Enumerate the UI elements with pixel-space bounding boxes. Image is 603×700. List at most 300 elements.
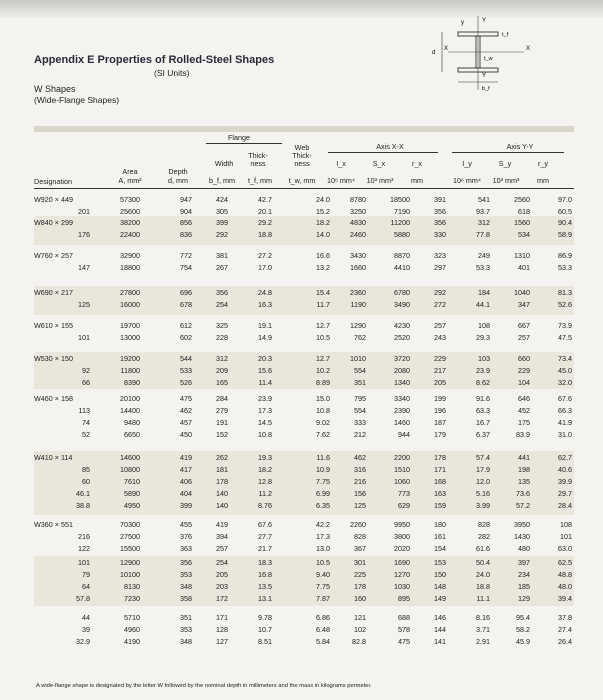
- cell-iy: [454, 287, 490, 311]
- value: 17.0: [258, 263, 272, 272]
- value: 394: [216, 532, 228, 541]
- value: 441: [518, 453, 530, 462]
- cell-rx: [414, 217, 446, 241]
- value: 828: [478, 520, 490, 529]
- width-header: Width: [214, 159, 234, 168]
- cell-width: [198, 217, 228, 241]
- value: 9.40: [316, 570, 330, 579]
- cell-sx: [370, 320, 410, 344]
- value: 62.7: [558, 453, 572, 462]
- value: 618: [518, 207, 530, 216]
- value: 8870: [394, 251, 410, 260]
- value: 348: [180, 582, 192, 591]
- value: 57.8: [76, 594, 90, 603]
- value: 404: [180, 489, 192, 498]
- value: 3950: [514, 520, 530, 529]
- value: 312: [478, 218, 490, 227]
- value: 28.4: [558, 501, 572, 510]
- cell-rx: [414, 287, 446, 311]
- value: 24.0: [316, 195, 330, 204]
- cell-iy: [454, 452, 490, 512]
- value: 3.71: [476, 625, 490, 634]
- value: 168: [434, 477, 446, 486]
- value: 22400: [120, 230, 140, 239]
- value: 45.9: [516, 637, 530, 646]
- units-label: (SI Units): [154, 68, 190, 78]
- value: W760 × 257: [34, 251, 73, 260]
- value: 391: [434, 195, 446, 204]
- value: 480: [518, 544, 530, 553]
- value: 38.8: [76, 501, 90, 510]
- rx-header: r_x: [412, 159, 422, 168]
- value: 140: [216, 489, 228, 498]
- value: 27.4: [558, 625, 572, 634]
- value: 16.7: [476, 418, 490, 427]
- value: 249: [478, 251, 490, 260]
- value: 284: [216, 394, 228, 403]
- value: 462: [354, 453, 366, 462]
- value: 19.3: [258, 453, 272, 462]
- cell-sy: [494, 194, 530, 218]
- cell-depth: [156, 452, 192, 512]
- value: 41.9: [558, 418, 572, 427]
- value: 4410: [394, 263, 410, 272]
- cell-rx: [414, 452, 446, 512]
- svg-text:X: X: [444, 46, 449, 52]
- cell-ry: [538, 194, 572, 218]
- cell-tf: [234, 287, 272, 311]
- value: 24.0: [476, 570, 490, 579]
- value: 203: [216, 582, 228, 591]
- ix-header: I_x: [336, 159, 346, 168]
- cell-sy: [494, 393, 530, 441]
- value: 70300: [120, 520, 140, 529]
- value: 3250: [350, 207, 366, 216]
- value: 37.8: [558, 613, 572, 622]
- cell-ix: [324, 557, 366, 605]
- cell-desig: [34, 353, 90, 389]
- value: 53.3: [558, 263, 572, 272]
- value: 156: [354, 489, 366, 498]
- value: 185: [518, 582, 530, 591]
- value: 475: [180, 394, 192, 403]
- value: W460 × 158: [34, 394, 73, 403]
- value: 85: [82, 465, 90, 474]
- value: 10.2: [316, 366, 330, 375]
- value: 74: [82, 418, 90, 427]
- value: 1340: [394, 378, 410, 387]
- value: 301: [354, 558, 366, 567]
- value: 1030: [394, 582, 410, 591]
- value: 73.6: [516, 489, 530, 498]
- value: 254: [216, 300, 228, 309]
- cell-width: [198, 194, 228, 218]
- value: 181: [216, 465, 228, 474]
- svg-text:y: y: [461, 20, 464, 26]
- value: 11.4: [258, 378, 272, 387]
- value: 3490: [394, 300, 410, 309]
- value: 1290: [350, 321, 366, 330]
- value: 11200: [390, 218, 410, 227]
- value: 9.78: [258, 613, 272, 622]
- value: 424: [216, 195, 228, 204]
- value: 18.2: [316, 218, 330, 227]
- value: 67.6: [258, 520, 272, 529]
- value: 541: [478, 195, 490, 204]
- value: 7.87: [316, 594, 330, 603]
- value: 216: [354, 477, 366, 486]
- cell-depth: [156, 194, 192, 218]
- cell-ry: [538, 250, 572, 274]
- cell-rx: [414, 320, 446, 344]
- cell-sy: [494, 287, 530, 311]
- svg-text:Y: Y: [482, 18, 487, 24]
- value: 4230: [394, 321, 410, 330]
- area-header: Area: [122, 167, 138, 176]
- value: 8.51: [258, 637, 272, 646]
- value: 18800: [120, 263, 140, 272]
- table-row: [34, 193, 574, 218]
- cell-rx: [414, 194, 446, 218]
- value: 48.0: [558, 582, 572, 591]
- value: 66.3: [558, 406, 572, 415]
- cell-sx: [370, 519, 410, 555]
- table-row: [34, 451, 574, 515]
- value: 79: [82, 570, 90, 579]
- value: 419: [180, 453, 192, 462]
- cell-desig: [34, 612, 90, 648]
- value: 254: [216, 558, 228, 567]
- value: 457: [180, 418, 192, 427]
- value: 292: [434, 288, 446, 297]
- value: 2520: [394, 333, 410, 342]
- value: 762: [354, 333, 366, 342]
- value: 5.16: [476, 489, 490, 498]
- value: 52.6: [558, 300, 572, 309]
- value: 1660: [350, 263, 366, 272]
- table-row: [34, 249, 574, 278]
- value: 602: [180, 333, 192, 342]
- value: 20100: [120, 394, 140, 403]
- value: 199: [434, 394, 446, 403]
- cell-width: [198, 353, 228, 389]
- section-subtitle: (Wide-Flange Shapes): [34, 95, 120, 105]
- value: 1270: [394, 570, 410, 579]
- ix-unit: 10⁶ mm⁴: [326, 176, 355, 185]
- value: 27.7: [258, 532, 272, 541]
- cell-rx: [414, 393, 446, 441]
- value: 184: [478, 288, 490, 297]
- value: 3720: [394, 354, 410, 363]
- table-row: [34, 216, 574, 245]
- table-row: [34, 352, 574, 389]
- value: 17.3: [258, 406, 272, 415]
- value: 297: [434, 263, 446, 272]
- value: 947: [180, 195, 192, 204]
- cell-depth: [156, 612, 192, 648]
- value: 18.8: [476, 582, 490, 591]
- value: 175: [518, 418, 530, 427]
- cell-sx: [370, 557, 410, 605]
- value: 57.2: [516, 501, 530, 510]
- value: 39: [82, 625, 90, 634]
- value: 178: [216, 477, 228, 486]
- value: 153: [434, 558, 446, 567]
- value: 2080: [394, 366, 410, 375]
- value: 163: [434, 489, 446, 498]
- value: 23.9: [258, 394, 272, 403]
- cell-iy: [454, 250, 490, 274]
- value: 228: [216, 333, 228, 342]
- wide-flange-section-diagram: [420, 14, 570, 94]
- value: 161: [434, 532, 446, 541]
- value: 282: [478, 532, 490, 541]
- value: 82.8: [352, 637, 366, 646]
- cell-iy: [454, 612, 490, 648]
- value: 205: [216, 570, 228, 579]
- value: 399: [180, 501, 192, 510]
- value: 895: [398, 594, 410, 603]
- value: 14600: [120, 453, 140, 462]
- value: 147: [78, 263, 90, 272]
- value: 44.1: [476, 300, 490, 309]
- value: 5710: [124, 613, 140, 622]
- value: 9950: [394, 520, 410, 529]
- value: 60: [82, 477, 90, 486]
- value: 8780: [350, 195, 366, 204]
- value: 356: [216, 288, 228, 297]
- value: 7.75: [316, 477, 330, 486]
- cell-depth: [156, 320, 192, 344]
- cell-ry: [538, 557, 572, 605]
- value: 46.1: [76, 489, 90, 498]
- value: 31.0: [558, 430, 572, 439]
- svg-text:d: d: [432, 50, 436, 56]
- cell-sy: [494, 320, 530, 344]
- value: 81.3: [558, 288, 572, 297]
- cell-rx: [414, 612, 446, 648]
- page-title: Appendix E Properties of Rolled-Steel Shapes: [34, 54, 275, 66]
- cell-sx: [370, 217, 410, 241]
- cell-sy: [494, 353, 530, 389]
- value: 93.7: [476, 207, 490, 216]
- cell-desig: [34, 250, 90, 274]
- value: 7190: [394, 207, 410, 216]
- value: 367: [354, 544, 366, 553]
- value: 32.0: [558, 378, 572, 387]
- value: 856: [180, 218, 192, 227]
- cell-width: [198, 393, 228, 441]
- value: 18.2: [258, 465, 272, 474]
- value: 10.5: [316, 333, 330, 342]
- cell-iy: [454, 320, 490, 344]
- cell-ry: [538, 217, 572, 241]
- value: 3430: [350, 251, 366, 260]
- value: 12.7: [316, 321, 330, 330]
- web-unit: t_w, mm: [288, 176, 316, 185]
- value: 14400: [120, 406, 140, 415]
- svg-text:t_f: t_f: [502, 32, 509, 38]
- cell-ix: [324, 287, 366, 311]
- value: 29.3: [476, 333, 490, 342]
- value: 772: [180, 251, 192, 260]
- value: 217: [434, 366, 446, 375]
- value: 149: [434, 594, 446, 603]
- value: 526: [180, 378, 192, 387]
- value: 1460: [394, 418, 410, 427]
- value: W920 × 449: [34, 195, 73, 204]
- value: 27800: [120, 288, 140, 297]
- value: 8390: [124, 378, 140, 387]
- value: 399: [216, 218, 228, 227]
- value: 828: [354, 532, 366, 541]
- thick-header-1: Thick-: [248, 151, 268, 160]
- value: 42.7: [258, 195, 272, 204]
- value: 292: [216, 230, 228, 239]
- table-row: [34, 286, 574, 315]
- value: 57300: [120, 195, 140, 204]
- cell-width: [198, 250, 228, 274]
- cell-desig: [34, 217, 90, 241]
- value: 62.5: [558, 558, 572, 567]
- value: 104: [518, 378, 530, 387]
- cell-area: [96, 353, 140, 389]
- value: 150: [434, 570, 446, 579]
- value: 660: [518, 354, 530, 363]
- value: 141: [434, 637, 446, 646]
- value: 10.8: [258, 430, 272, 439]
- sx-header: S_x: [372, 159, 386, 168]
- value: 178: [434, 453, 446, 462]
- value: W360 × 551: [34, 520, 73, 529]
- value: 11.6: [316, 453, 330, 462]
- cell-tf: [234, 557, 272, 605]
- value: 60.5: [558, 207, 572, 216]
- cell-ix: [324, 519, 366, 555]
- value: 2.91: [476, 637, 490, 646]
- cell-tf: [234, 320, 272, 344]
- value: 1040: [514, 288, 530, 297]
- value: 533: [180, 366, 192, 375]
- value: 578: [398, 625, 410, 634]
- value: 10.7: [258, 625, 272, 634]
- cell-sy: [494, 519, 530, 555]
- value: 29.2: [258, 218, 272, 227]
- table-row: [34, 319, 574, 348]
- value: 1690: [394, 558, 410, 567]
- cell-area: [96, 557, 140, 605]
- value: 9.02: [316, 418, 330, 427]
- value: 419: [216, 520, 228, 529]
- value: 4190: [124, 637, 140, 646]
- value: 15.2: [316, 207, 330, 216]
- value: 18500: [390, 195, 410, 204]
- cell-width: [198, 287, 228, 311]
- area-unit: A, mm²: [118, 176, 142, 185]
- cell-rx: [414, 250, 446, 274]
- cell-ix: [324, 612, 366, 648]
- cell-desig: [34, 287, 90, 311]
- value: 6.48: [316, 625, 330, 634]
- value: 154: [434, 544, 446, 553]
- value: 26.4: [558, 637, 572, 646]
- value: 196: [434, 406, 446, 415]
- value: 347: [518, 300, 530, 309]
- value: 61.6: [476, 544, 490, 553]
- value: 688: [398, 613, 410, 622]
- cell-area: [96, 194, 140, 218]
- value: 257: [434, 321, 446, 330]
- value: 6.99: [316, 489, 330, 498]
- value: 45.0: [558, 366, 572, 375]
- value: 67.6: [558, 394, 572, 403]
- value: 325: [216, 321, 228, 330]
- value: 25600: [120, 207, 140, 216]
- width-unit: b_f, mm: [209, 176, 235, 185]
- cell-tf: [234, 519, 272, 555]
- value: 358: [180, 594, 192, 603]
- value: 209: [216, 366, 228, 375]
- svg-text:t_w: t_w: [484, 56, 493, 62]
- value: 212: [354, 430, 366, 439]
- svg-text:Y: Y: [482, 73, 487, 79]
- value: 14.5: [258, 418, 272, 427]
- cell-tf: [234, 393, 272, 441]
- depth-unit: d, mm: [168, 176, 188, 185]
- value: 144: [434, 625, 446, 634]
- value: 348: [180, 637, 192, 646]
- table-row: [34, 518, 574, 559]
- value: 180: [434, 520, 446, 529]
- cell-rx: [414, 353, 446, 389]
- cell-rx: [414, 557, 446, 605]
- value: 50.4: [476, 558, 490, 567]
- value: 12.8: [258, 477, 272, 486]
- sy-unit: 10³ mm³: [492, 176, 520, 185]
- value: 64: [82, 582, 90, 591]
- value: 2460: [350, 230, 366, 239]
- svg-text:b_f: b_f: [482, 86, 490, 92]
- value: 229: [518, 366, 530, 375]
- value: 201: [78, 207, 90, 216]
- value: 66: [82, 378, 90, 387]
- value: 113: [78, 406, 90, 415]
- depth-header: Depth: [168, 167, 188, 176]
- value: 353: [180, 625, 192, 634]
- value: 52: [82, 430, 90, 439]
- value: 272: [434, 300, 446, 309]
- value: 13.5: [258, 582, 272, 591]
- value: 316: [354, 465, 366, 474]
- value: 5890: [124, 489, 140, 498]
- cell-iy: [454, 353, 490, 389]
- cell-depth: [156, 250, 192, 274]
- cell-desig: [34, 393, 90, 441]
- value: 92: [82, 366, 90, 375]
- value: 15.4: [316, 288, 330, 297]
- cell-sx: [370, 393, 410, 441]
- cell-ry: [538, 287, 572, 311]
- cell-ry: [538, 353, 572, 389]
- value: 152: [216, 430, 228, 439]
- value: 678: [180, 300, 192, 309]
- value: 11.2: [258, 489, 272, 498]
- cell-ix: [324, 452, 366, 512]
- value: 7610: [124, 477, 140, 486]
- value: 267: [216, 263, 228, 272]
- value: 3800: [394, 532, 410, 541]
- value: 696: [180, 288, 192, 297]
